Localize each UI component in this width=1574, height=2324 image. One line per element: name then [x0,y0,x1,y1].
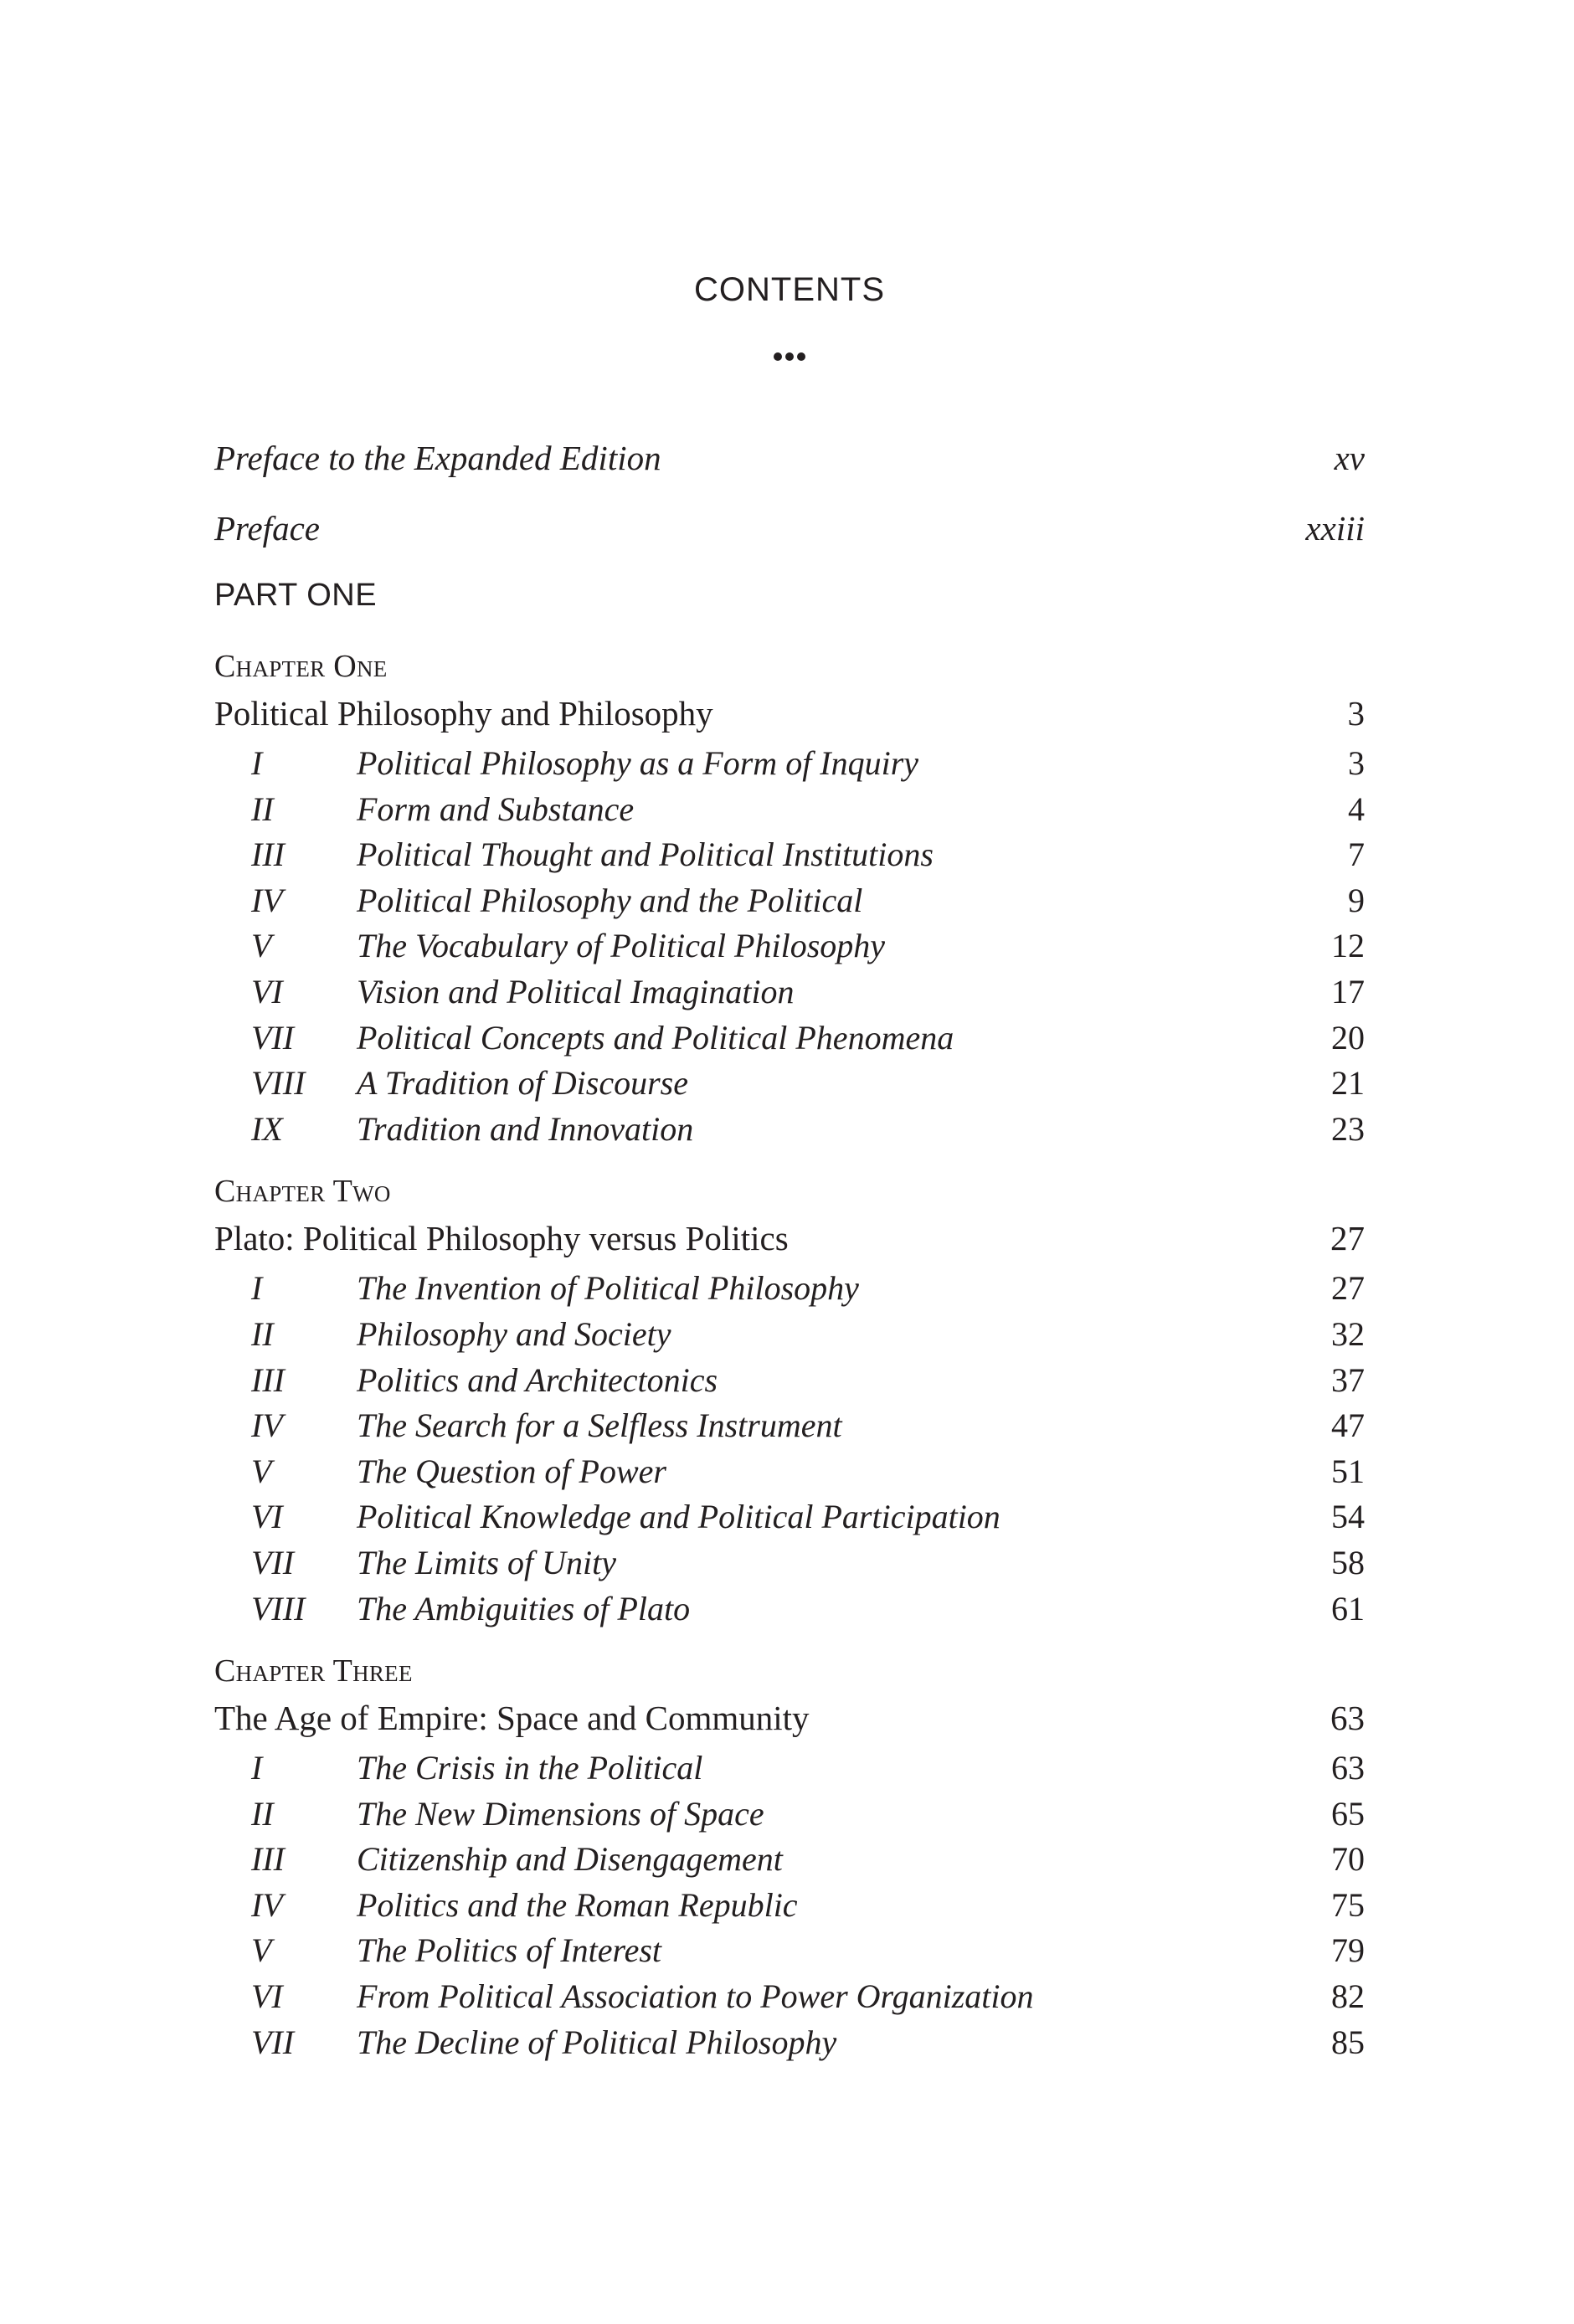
section-title: Citizenship and Disengagement [357,1840,783,1879]
section-entry[interactable] [214,787,1365,833]
section-title: The Search for a Selfless Instrument [357,1406,842,1445]
part-label-text: PART ONE [214,578,378,613]
table-of-contents [214,423,1365,2065]
section-entry[interactable] [214,1586,1365,1632]
section-numeral: VIII [251,1589,306,1627]
section-title: Political Thought and Political Institutions [357,836,934,874]
chapter-block [214,644,1365,1152]
section-page: 32 [1331,1314,1365,1353]
section-page: 12 [1331,927,1365,965]
part-label [214,563,1365,627]
chapter-title-entry[interactable] [214,1214,1365,1262]
section-page: 7 [1348,836,1365,874]
section-page: 51 [1331,1452,1365,1490]
section-numeral: I [251,744,263,782]
section-entry[interactable] [214,1540,1365,1586]
section-page: 65 [1331,1794,1365,1833]
chapter-label: Chapter One [214,649,388,684]
section-entry[interactable] [214,1792,1365,1838]
section-title: The Politics of Interest [357,1931,662,1970]
section-page: 85 [1331,2023,1365,2061]
section-title: Political Philosophy as a Form of Inquiry [357,744,919,782]
section-page: 27 [1331,1269,1365,1308]
section-title: Politics and Architectonics [357,1360,718,1399]
section-title: Political Concepts and Political Phenomena [357,1018,954,1057]
section-numeral: IX [251,1109,283,1148]
ornament-dots [214,342,1365,368]
section-page: 20 [1331,1018,1365,1057]
section-page: 17 [1331,972,1365,1010]
section-page: 21 [1331,1064,1365,1103]
section-numeral: III [251,1360,285,1399]
section-numeral: VII [251,1018,295,1057]
section-title: The Crisis in the Political [357,1749,703,1787]
section-entry[interactable] [214,1494,1365,1540]
chapter-page: 3 [1347,694,1365,733]
section-numeral: VII [251,2023,295,2061]
section-numeral: II [251,789,274,828]
section-numeral: V [251,1931,272,1970]
section-title: The Limits of Unity [357,1543,617,1581]
section-entry[interactable] [214,1746,1365,1792]
section-numeral: VI [251,972,283,1010]
page-title: CONTENTS [694,271,885,308]
section-page: 9 [1348,881,1365,919]
section-entry[interactable] [214,741,1365,787]
toc-entry-title: Preface [214,509,320,548]
chapter-title-entry[interactable] [214,1694,1365,1742]
section-entry[interactable] [214,1015,1365,1062]
section-title: From Political Association to Power Organization [357,1977,1034,2016]
section-numeral: V [251,1452,272,1490]
section-numeral: III [251,1840,285,1879]
section-entry[interactable] [214,832,1365,878]
section-page: 23 [1331,1109,1365,1148]
section-numeral: IV [251,881,283,919]
section-numeral: IV [251,1406,283,1445]
chapter-label: Chapter Three [214,1653,413,1689]
chapter-title: The Age of Empire: Space and Community [214,1699,810,1738]
chapter-page: 27 [1330,1219,1365,1258]
section-entry[interactable] [214,1883,1365,1929]
section-numeral: VIII [251,1064,306,1103]
section-page: 63 [1331,1749,1365,1787]
chapter-label: Chapter Two [214,1174,391,1210]
toc-entry-page: xxiii [1305,509,1365,548]
toc-entry-title: Preface to the Expanded Edition [214,439,661,477]
book-page [214,0,1365,2324]
toc-entry-preface-expanded[interactable] [214,423,1365,493]
toc-entry-page: xv [1334,439,1365,477]
section-numeral: V [251,927,272,965]
section-numeral: IV [251,1885,283,1924]
section-list [214,1746,1365,2065]
section-title: Form and Substance [357,789,635,828]
section-numeral: VI [251,1977,283,2016]
section-entry[interactable] [214,2020,1365,2066]
section-entry[interactable] [214,1107,1365,1153]
chapter-list [214,644,1365,2065]
section-title: Philosophy and Society [357,1314,671,1353]
section-page: 3 [1348,744,1365,782]
section-page: 82 [1331,1977,1365,2016]
section-title: Political Knowledge and Political Participation [357,1498,1000,1536]
section-title: Politics and the Roman Republic [357,1885,798,1924]
section-numeral: III [251,836,285,874]
section-numeral: VII [251,1543,295,1581]
toc-entry-preface[interactable] [214,493,1365,563]
chapter-block [214,1648,1365,2065]
chapter-block [214,1169,1365,1632]
section-page: 37 [1331,1360,1365,1399]
section-title: The Question of Power [357,1452,666,1490]
section-page: 75 [1331,1885,1365,1924]
chapter-page: 63 [1330,1699,1365,1738]
section-page: 70 [1331,1840,1365,1879]
section-page: 54 [1331,1498,1365,1536]
section-page: 47 [1331,1406,1365,1445]
section-title: Tradition and Innovation [357,1109,694,1148]
section-title: The Vocabulary of Political Philosophy [357,927,886,965]
section-page: 79 [1331,1931,1365,1970]
section-entry[interactable] [214,878,1365,924]
section-numeral: VI [251,1498,283,1536]
chapter-title: Plato: Political Philosophy versus Politics [214,1219,789,1258]
section-title: A Tradition of Discourse [357,1064,688,1103]
section-page: 61 [1331,1589,1365,1627]
section-page: 4 [1348,789,1365,828]
section-list [214,741,1365,1152]
section-page: 58 [1331,1543,1365,1581]
section-entry[interactable] [214,1974,1365,2020]
section-title: Vision and Political Imagination [357,972,795,1010]
section-entry[interactable] [214,1312,1365,1358]
section-numeral: I [251,1749,263,1787]
chapter-title: Political Philosophy and Philosophy [214,694,713,733]
section-entry[interactable] [214,1061,1365,1107]
section-entry[interactable] [214,1928,1365,1974]
section-title: The Decline of Political Philosophy [357,2023,837,2061]
section-entry[interactable] [214,1837,1365,1883]
section-title: The Ambiguities of Plato [357,1589,691,1627]
section-entry[interactable] [214,1358,1365,1404]
section-title: Political Philosophy and the Political [357,881,863,919]
section-entry[interactable] [214,1449,1365,1495]
section-entry[interactable] [214,969,1365,1015]
section-numeral: I [251,1269,263,1308]
section-title: The New Dimensions of Space [357,1794,764,1833]
section-title: The Invention of Political Philosophy [357,1269,859,1308]
section-numeral: II [251,1314,274,1353]
section-entry[interactable] [214,1403,1365,1449]
section-numeral: II [251,1794,274,1833]
section-entry[interactable] [214,923,1365,969]
chapter-title-entry[interactable] [214,689,1365,738]
section-entry[interactable] [214,1266,1365,1312]
section-list [214,1266,1365,1632]
